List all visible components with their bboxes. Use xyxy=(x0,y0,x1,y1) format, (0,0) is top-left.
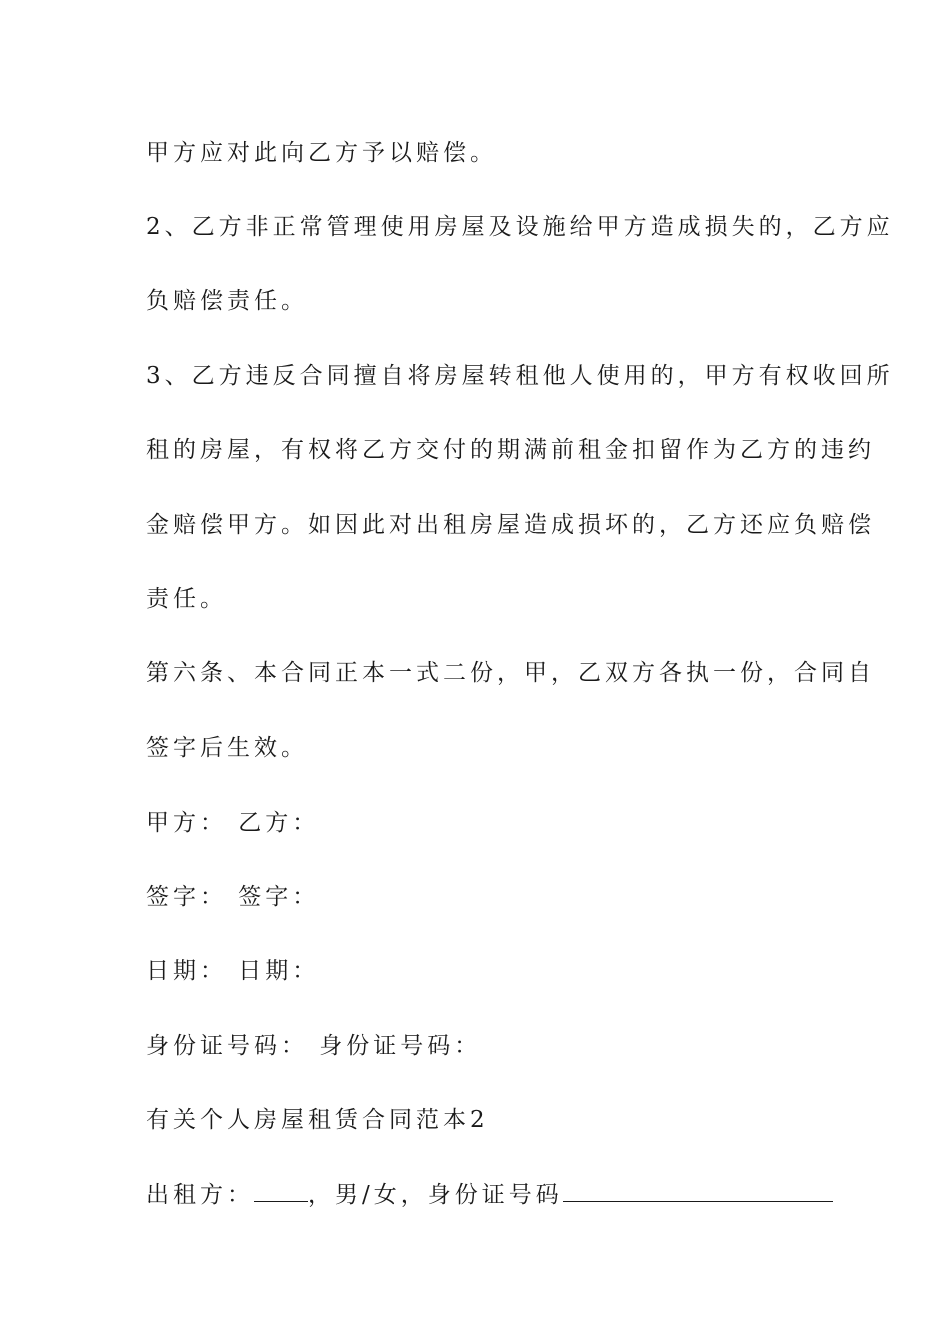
paragraph-line: 租的房屋，有权将乙方交付的期满前租金扣留作为乙方的违约 xyxy=(146,437,875,463)
lessor-name-blank xyxy=(254,1181,308,1202)
signature-id-line: 身份证号码： 身份证号码： xyxy=(146,1033,482,1059)
id-label: 身份证号码 xyxy=(427,1182,563,1208)
paragraph-line: 签字后生效。 xyxy=(146,735,308,761)
gender-label: ，男/女， xyxy=(308,1182,428,1208)
lessor-line xyxy=(146,1180,833,1210)
signature-party-line: 甲方： 乙方： xyxy=(146,810,320,836)
signature-date-line: 日期： 日期： xyxy=(146,958,320,984)
paragraph-line: 2、乙方非正常管理使用房屋及设施给甲方造成损失的，乙方应 xyxy=(146,214,894,240)
paragraph-line: 3、乙方违反合同擅自将房屋转租他人使用的，甲方有权收回所 xyxy=(146,363,894,389)
paragraph-line: 第六条、本合同正本一式二份，甲，乙双方各执一份，合同自 xyxy=(146,660,875,686)
paragraph-line: 甲方应对此向乙方予以赔偿。 xyxy=(146,140,497,166)
lessor-label: 出租方： xyxy=(146,1182,254,1208)
paragraph-line: 责任。 xyxy=(146,586,227,612)
paragraph-line: 负赔偿责任。 xyxy=(146,288,308,314)
signature-sign-line: 签字： 签字： xyxy=(146,884,320,910)
paragraph-line: 金赔偿甲方。如因此对出租房屋造成损坏的，乙方还应负赔偿 xyxy=(146,512,875,538)
section-heading: 有关个人房屋租赁合同范本2 xyxy=(146,1107,489,1133)
id-number-blank xyxy=(563,1181,833,1202)
